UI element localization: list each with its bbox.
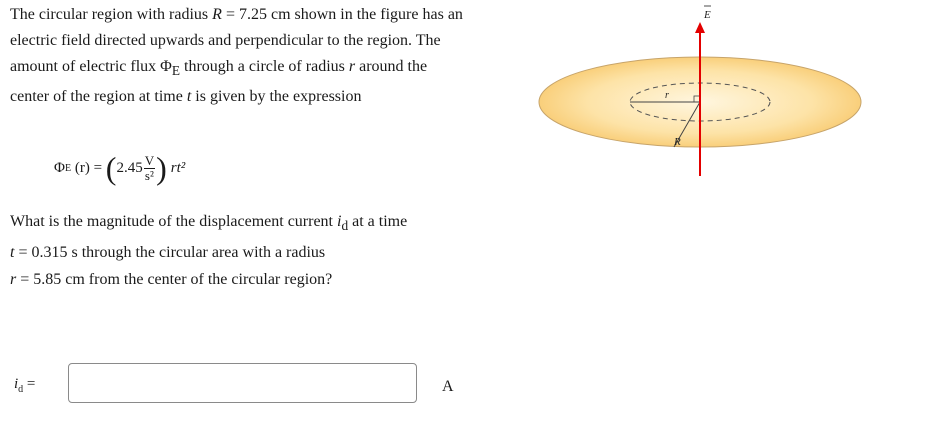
answer-label xyxy=(14,376,35,395)
left-paren: ( xyxy=(105,150,117,186)
answer-input[interactable] xyxy=(68,363,417,403)
intro-text-4: is given by the expression xyxy=(191,88,362,106)
r-value: = 5.85 cm from the center of the circular region? xyxy=(16,271,333,289)
radius-R-label: R xyxy=(674,136,681,148)
r-symbol: r xyxy=(348,58,356,75)
eq-coef: 2.45 xyxy=(116,159,143,176)
intro-text-1: The circular region with radius xyxy=(10,6,213,23)
field-arrowhead xyxy=(695,22,705,33)
answer-label-i: i xyxy=(14,376,19,392)
id-subscript: d xyxy=(341,218,349,234)
problem-text xyxy=(10,2,470,110)
unit-numerator: V xyxy=(144,152,155,168)
phi-symbol: Φ xyxy=(160,58,172,75)
eq-lhs-arg: (r) = xyxy=(71,159,106,176)
question-part-1: What is the magnitude of the displacement current xyxy=(10,213,337,230)
eq-phi: Φ xyxy=(54,159,65,176)
question-text xyxy=(10,208,480,293)
field-label: E xyxy=(704,9,711,21)
intro-text-3: around the center of the region at time xyxy=(10,58,428,106)
flux-figure xyxy=(530,0,870,190)
flux-equation xyxy=(54,150,185,186)
phi-subscript: E xyxy=(171,63,181,79)
radius-r-label: r xyxy=(665,90,669,101)
r-symbol-q: r xyxy=(10,271,17,289)
answer-label-eq: = xyxy=(23,376,36,392)
t-symbol-q: t xyxy=(10,244,15,262)
right-paren: ) xyxy=(156,150,167,186)
id-symbol: i xyxy=(337,213,342,230)
eq-tail: rt² xyxy=(170,159,186,176)
intro-R-value: = 7.25 cm shown in the figure has an electric field directed upwards and perpendicular to the region. The amount of electric flux xyxy=(10,6,463,75)
R-symbol: R xyxy=(212,6,222,23)
question-part-2: at a time xyxy=(348,213,408,230)
intro-text-2: through a circle of radius xyxy=(180,58,349,75)
answer-label-sub: d xyxy=(18,384,24,395)
t-value: = 0.315 s through the circular area with a radius xyxy=(14,244,326,262)
eq-phi-sub: E xyxy=(64,162,72,174)
answer-unit: A xyxy=(442,378,454,395)
unit-denominator: s² xyxy=(144,167,154,183)
unit-fraction xyxy=(144,154,155,183)
t-symbol: t xyxy=(186,88,192,106)
